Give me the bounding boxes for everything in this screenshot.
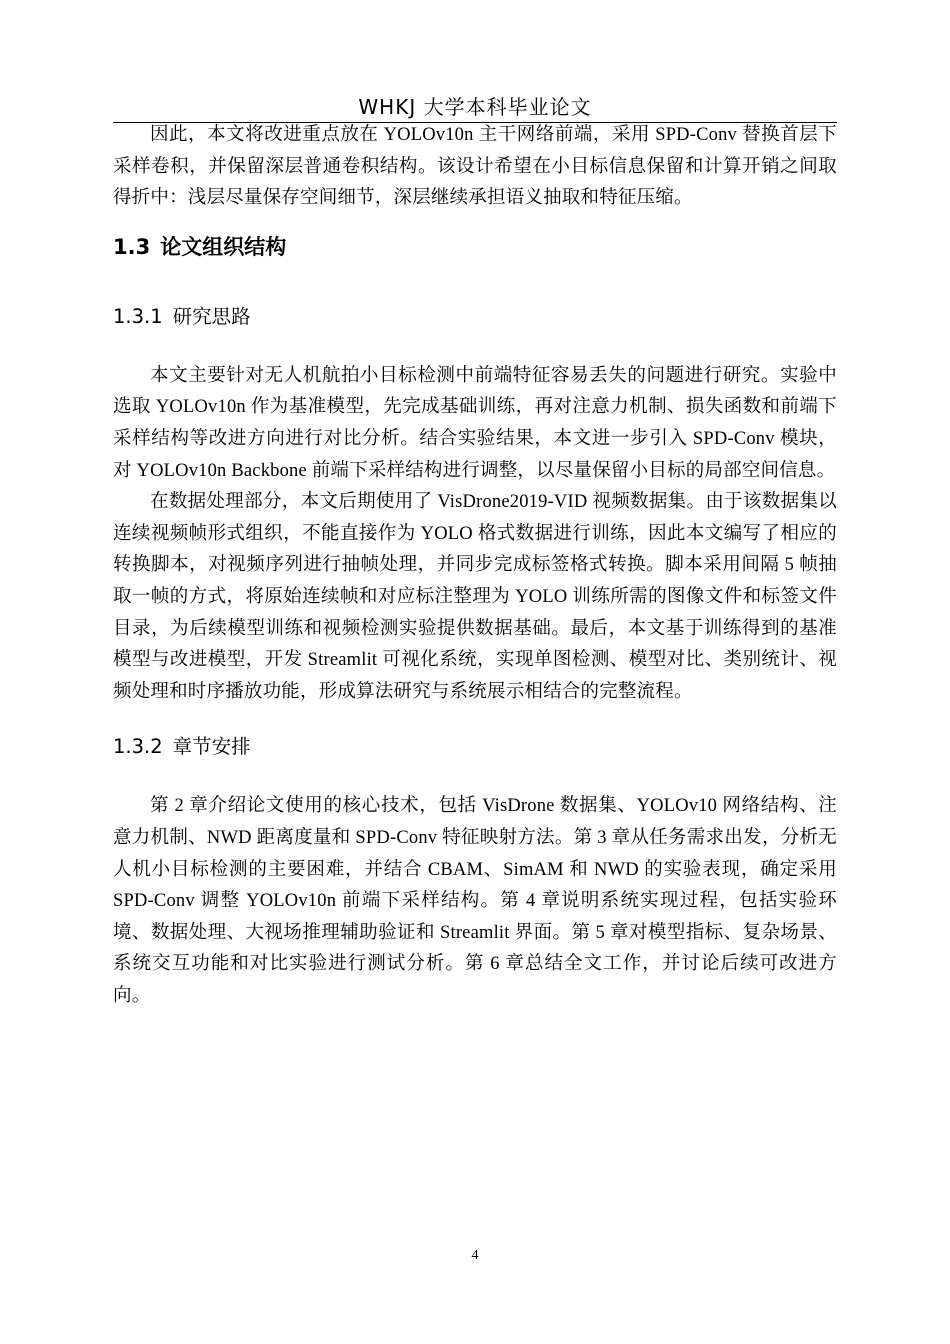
subsection-heading-chapters: [113, 732, 837, 762]
chapters-paragraph: 第 2 章介绍论文使用的核心技术，包括 VisDrone 数据集、YOLOv10 网络结构、注意力机制、NWD 距离度量和 SPD-Conv 特征映射方法。第 3 章从任务需求出发，分析无人机小目标检测的主要困难，并结合 CBAM、SimAM 和 NWD 的实验表现，确定采用 SPD-Conv 调整 YOLOv10n 前端下采样结构。第 4 章说明系统实现过程，包括实验环境、数据处理、大视场推理辅助验证和 Streamlit 界面。第 5 章对模型指标、复杂场景、系统交互功能和对比实验进行测试分析。第 6 章总结全文工作，并讨论后续可改进方向。: [113, 796, 837, 1006]
ideas-paragraph-1: 本文主要针对无人机航拍小目标检测中前端特征容易丢失的问题进行研究。实验中选取 YOLOv10n 作为基准模型，先完成基础训练，再对注意力机制、损失函数和前端下采样结构等改进方向进行对比分析。结合实验结果，本文进一步引入 SPD-Conv 模块，对 YOLOv10n Backbone 前端下采样结构进行调整，以尽量保留小目标的局部空间信息。: [113, 365, 837, 481]
page-content: [113, 120, 837, 1012]
section-title: 论文组织结构: [160, 234, 287, 259]
ideas-paragraph-2: 在数据处理部分，本文后期使用了 VisDrone2019-VID 视频数据集。由于该数据集以连续视频帧形式组织，不能直接作为 YOLO 格式数据进行训练，因此本文编写了相应的转换脚本，对视频序列进行抽帧处理，并同步完成标签格式转换。脚本采用间隔 5 帧抽取一帧的方式，将原始连续帧和对应标注整理为 YOLO 训练所需的图像文件和标签文件目录，为后续模型训练和视频检测实验提供数据基础。最后，本文基于训练得到的基准模型与改进模型，开发 Streamlit 可视化系统，实现单图检测、模型对比、类别统计、视频处理和时序播放功能，形成算法研究与系统展示相结合的完整流程。: [113, 492, 837, 702]
intro-paragraph: 因此，本文将改进重点放在 YOLOv10n 主干网络前端，采用 SPD-Conv 替换首层下采样卷积，并保留深层普通卷积结构。该设计希望在小目标信息保留和计算开销之间取得折中：浅层尽量保存空间细节，深层继续承担语义抽取和特征压缩。: [113, 125, 837, 209]
subsection-heading-ideas: [113, 302, 837, 332]
page-number: 4: [471, 1248, 479, 1263]
subsection-title: 研究思路: [172, 304, 251, 328]
section-heading: [113, 232, 837, 262]
running-header: WHKJ 大学本科毕业论文: [358, 95, 592, 119]
section-number: 1.3: [113, 234, 151, 259]
subsection-number: 1.3.1: [113, 304, 163, 328]
subsection-title: 章节安排: [172, 735, 251, 759]
subsection-number: 1.3.2: [113, 735, 163, 759]
